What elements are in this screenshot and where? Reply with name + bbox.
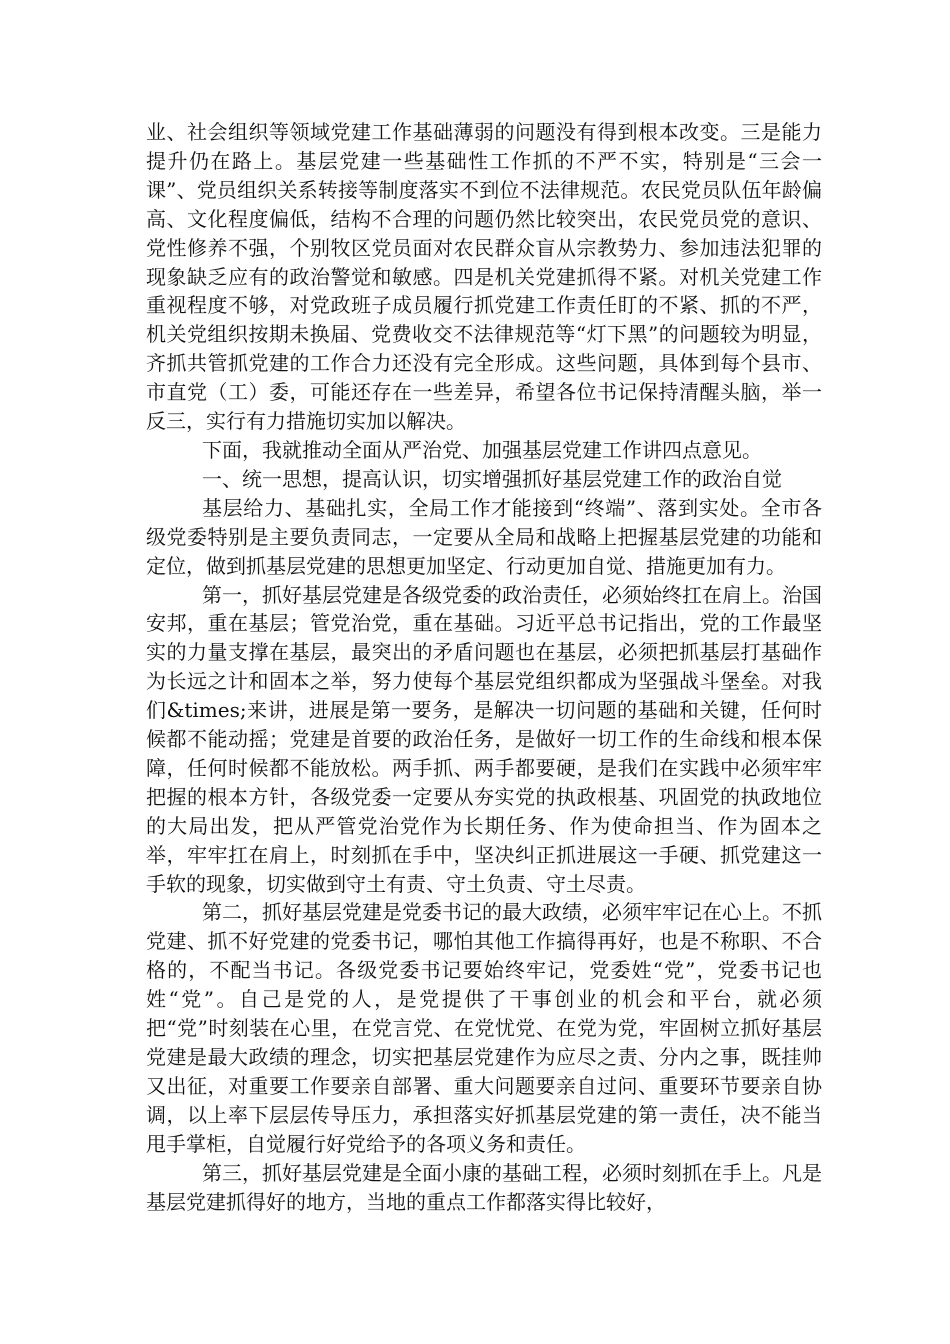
intro-paragraph: 下面，我就推动全面从严治党、加强基层党建工作讲四点意见。: [202, 437, 762, 462]
document-page: [146, 118, 822, 1216]
section-heading: 一、统一思想，提高认识，切实增强抓好基层党建工作的政治自觉: [202, 466, 782, 491]
body-paragraph: 第三，抓好基层党建是全面小康的基础工程，必须时刻抓在手上。凡是基层党建抓得好的地方，当地的重点工作都落实得比较好，: [146, 1160, 822, 1214]
body-paragraph: 第一，抓好基层党建是各级党委的政治责任，必须始终扛在肩上。治国安邦，重在基层；管党治党，重在基础。习近平总书记指出，党的工作最坚实的力量支撑在基层，最突出的矛盾问题也在基层，必须把抓基层打基础作为长远之计和固本之举，努力使每个基层党组织都成为坚强战斗堡垒。对我们&times;来讲，进展是第一要务，是解决一切问题的基础和关键，任何时候都不能动摇；党建是首要的政治任务，是做好一切工作的生命线和根本保障，任何时候都不能放松。两手抓、两手都要硬，是我们在实践中必须牢牢把握的根本方针，各级党委一定要从夯实党的执政根基、巩固党的执政地位的大局出发，把从严管党治党作为长期任务、作为使命担当、作为固本之举，牢牢扛在肩上，时刻抓在手中，坚决纠正抓进展这一手硬、抓党建这一手软的现象，切实做到守土有责、守土负责、守土尽责。: [146, 582, 822, 896]
body-paragraph: 业、社会组织等领域党建工作基础薄弱的问题没有得到根本改变。三是能力提升仍在路上。基层党建一些基础性工作抓的不严不实，特别是“三会一课”、党员组织关系转接等制度落实不到位不法律规范。农民党员队伍年龄偏高、文化程度偏低，结构不合理的问题仍然比较突出，农民党员党的意识、党性修养不强，个别牧区党员面对农民群众盲从宗教势力、参加违法犯罪的现象缺乏应有的政治警觉和敏感。四是机关党建抓得不紧。对机关党建工作重视程度不够，对党政班子成员履行抓党建工作责任盯的不紧、抓的不严，机关党组织按期未换届、党费收交不法律规范等“灯下黑”的问题较为明显，齐抓共管抓党建的工作合力还没有完全形成。这些问题，具体到每个县市、市直党（工）委，可能还存在一些差异，希望各位书记保持清醒头脑，举一反三，实行有力措施切实加以解决。: [146, 120, 822, 434]
body-paragraph: 第二，抓好基层党建是党委书记的最大政绩，必须牢牢记在心上。不抓党建、抓不好党建的党委书记，哪怕其他工作搞得再好，也是不称职、不合格的，不配当书记。各级党委书记要始终牢记，党委姓“党”，党委书记也姓“党”。自己是党的人，是党提供了干事创业的机会和平台，就必须把“党”时刻装在心里，在党言党、在党忧党、在党为党，牢固树立抓好基层党建是最大政绩的理念，切实把基层党建作为应尽之责、分内之事，既挂帅又出征，对重要工作要亲自部署、重大问题要亲自过问、重要环节要亲自协调，以上率下层层传导压力，承担落实好抓基层党建的第一责任，决不能当甩手掌柜，自觉履行好党给予的各项义务和责任。: [146, 900, 822, 1156]
body-paragraph: 基层给力、基础扎实，全局工作才能接到“终端”、落到实处。全市各级党委特别是主要负责同志，一定要从全局和战略上把握基层党建的功能和定位，做到抓基层党建的思想更加坚定、行动更加自觉、措施更加有力。: [146, 495, 822, 578]
